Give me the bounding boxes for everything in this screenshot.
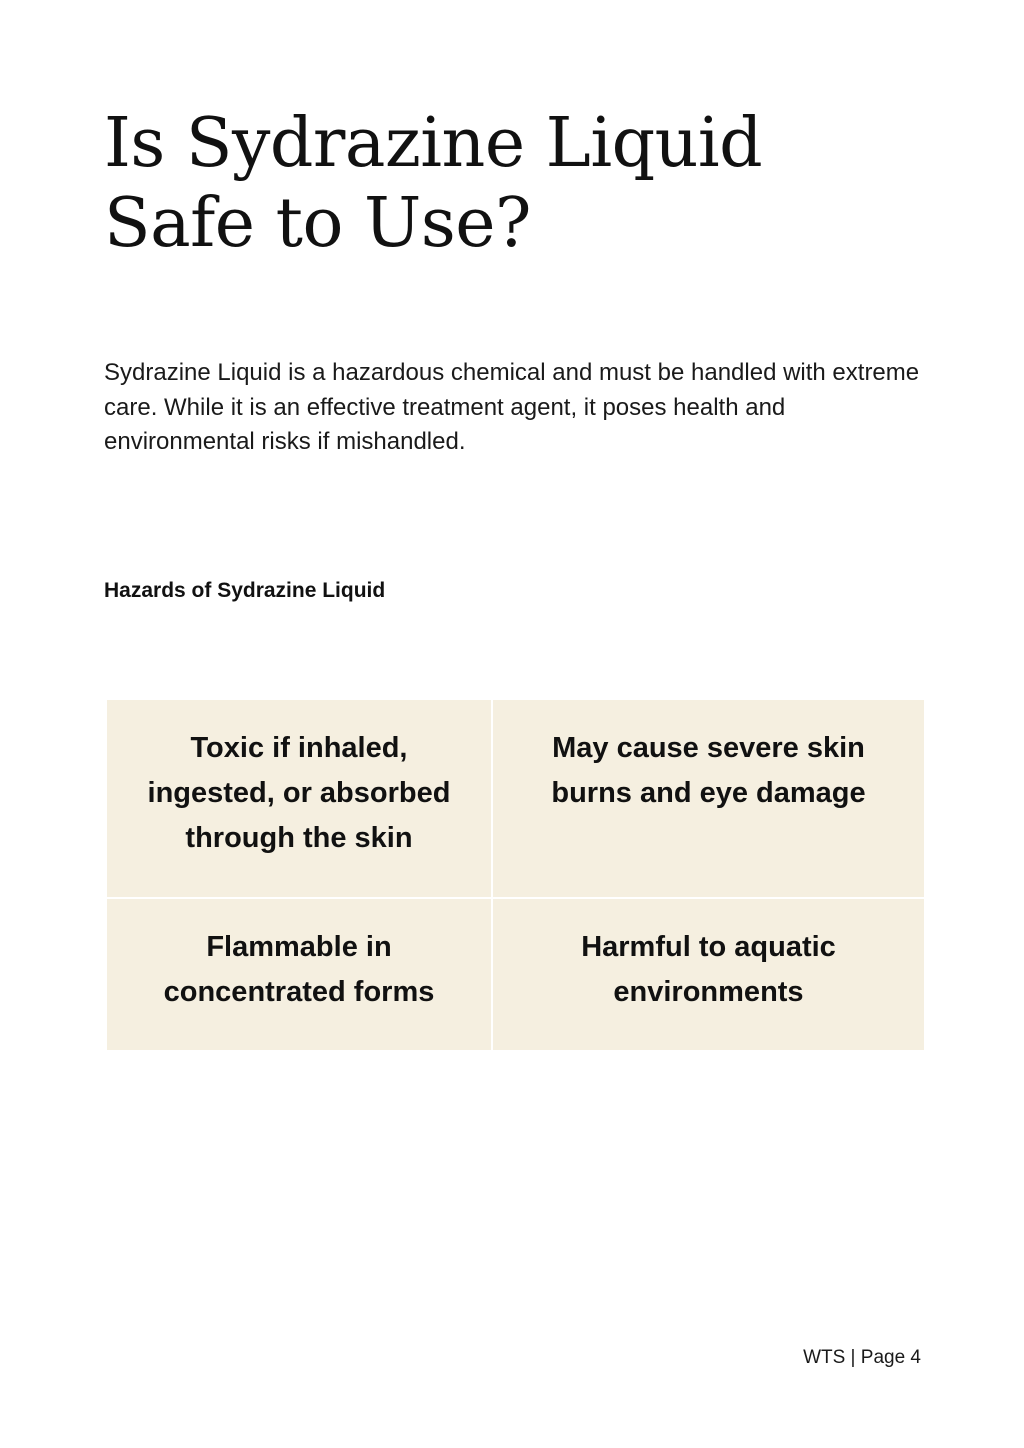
hazard-text: Flammable in concentrated forms: [163, 931, 435, 1008]
hazard-text: Toxic if inhaled, ingested, or absorbed through the skin: [147, 732, 451, 854]
hazard-text: Harmful to aquatic environments: [581, 931, 836, 1008]
intro-paragraph: Sydrazine Liquid is a hazardous chemical and must be handled with extreme care. While it is an effective treatment agent, it poses health and environmental risks if mishandled.: [104, 359, 920, 455]
page-footer: WTS | Page 4: [803, 1347, 921, 1368]
hazard-cell-flammable: [107, 899, 491, 1050]
hazard-cell-burns: [493, 700, 924, 897]
hazard-cell-aquatic: [493, 899, 924, 1050]
page-title: Is Sydrazine Liquid Safe to Use?: [104, 104, 763, 263]
hazards-table: [107, 700, 924, 1050]
hazard-cell-toxic: [107, 700, 491, 897]
hazard-text: May cause severe skin burns and eye damage: [551, 732, 866, 809]
hazards-heading: Hazards of Sydrazine Liquid: [104, 579, 386, 602]
